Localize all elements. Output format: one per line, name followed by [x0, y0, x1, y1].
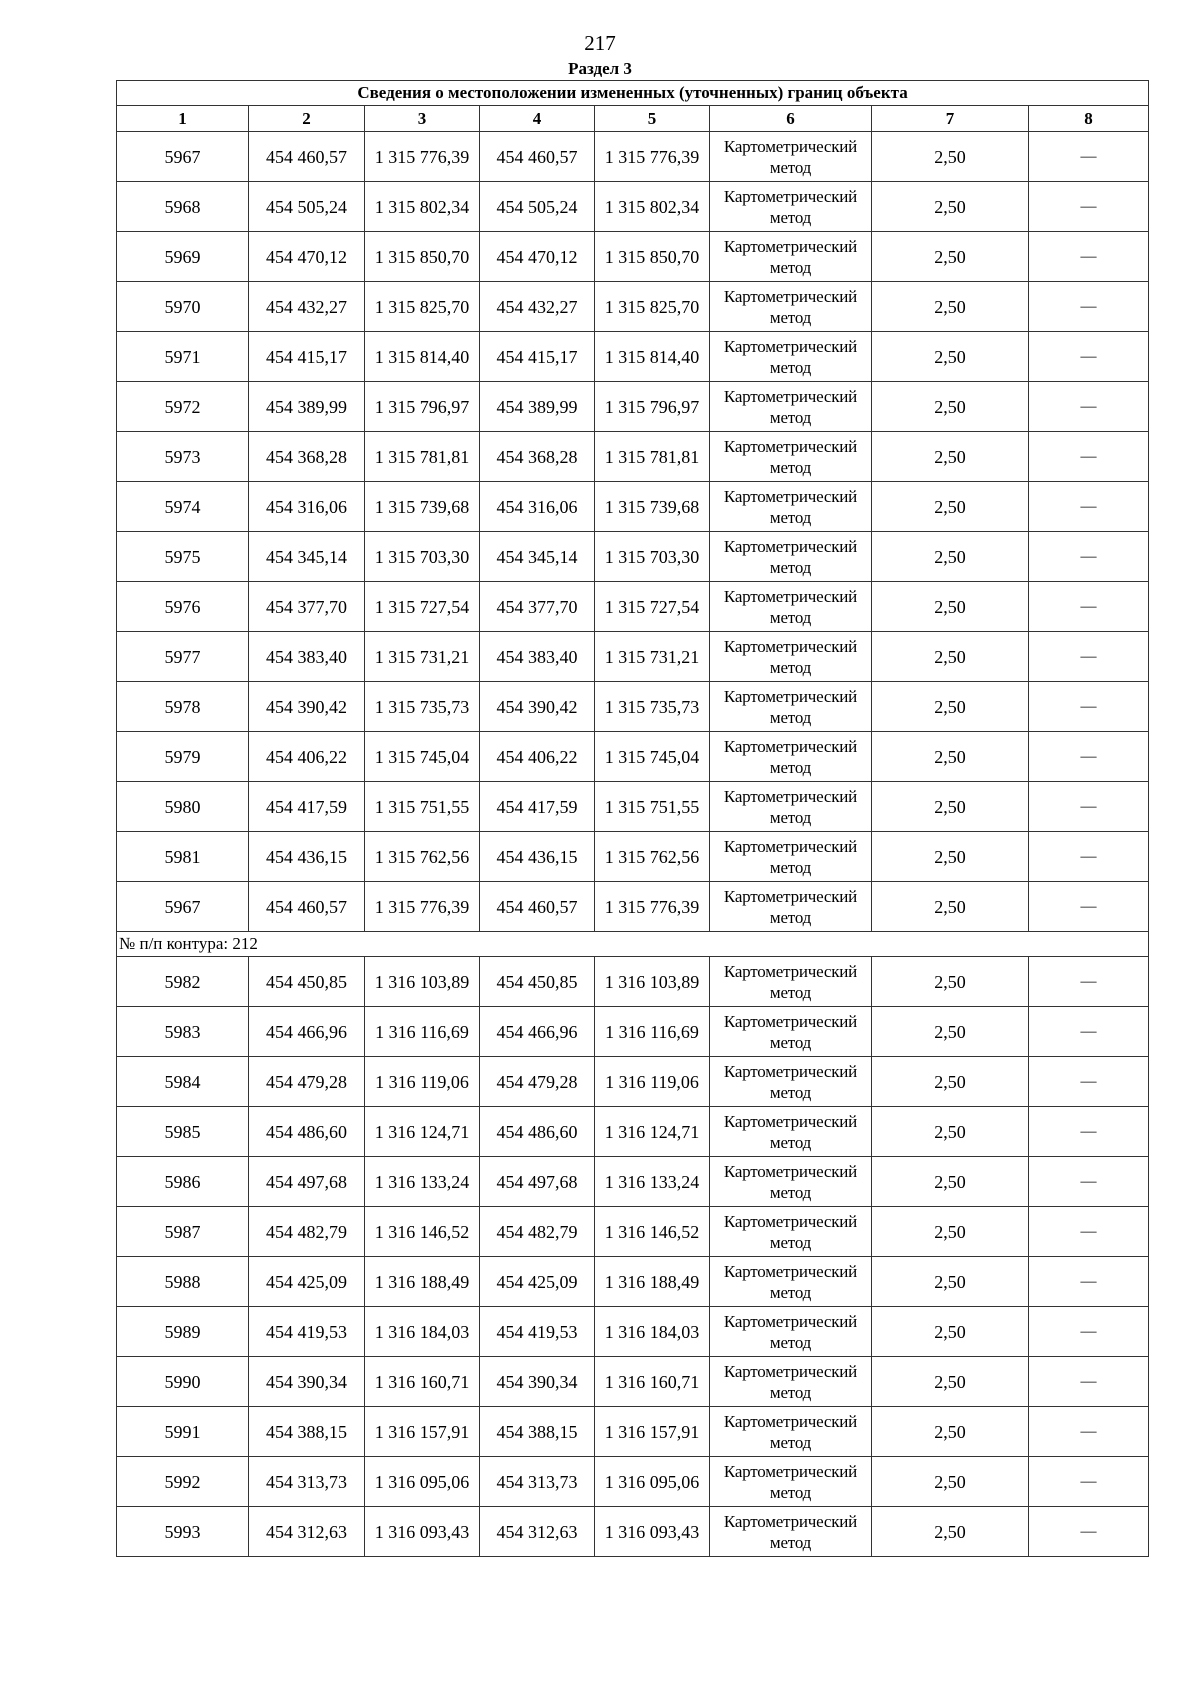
- description-cell: —: [1029, 957, 1149, 1007]
- y-old-cell: 1 316 103,89: [365, 957, 480, 1007]
- y-old-cell: 1 315 850,70: [365, 232, 480, 282]
- table-row: [117, 632, 1149, 682]
- accuracy-cell: 2,50: [872, 282, 1029, 332]
- description-cell: —: [1029, 482, 1149, 532]
- x-new-cell: 454 460,57: [480, 882, 595, 932]
- description-cell: —: [1029, 1357, 1149, 1407]
- table-row: [117, 1257, 1149, 1307]
- table-row: [117, 1457, 1149, 1507]
- method-cell: Картометрический метод: [710, 482, 872, 532]
- accuracy-cell: 2,50: [872, 1057, 1029, 1107]
- y-new-cell: 1 316 133,24: [595, 1157, 710, 1207]
- accuracy-cell: 2,50: [872, 732, 1029, 782]
- method-cell: Картометрический метод: [710, 1357, 872, 1407]
- y-old-cell: 1 315 751,55: [365, 782, 480, 832]
- accuracy-cell: 2,50: [872, 532, 1029, 582]
- y-old-cell: 1 315 762,56: [365, 832, 480, 882]
- point-number-cell: 5975: [117, 532, 249, 582]
- point-number-cell: 5968: [117, 182, 249, 232]
- column-header: 2: [249, 106, 365, 132]
- column-header: 4: [480, 106, 595, 132]
- x-new-cell: 454 450,85: [480, 957, 595, 1007]
- point-number-cell: 5971: [117, 332, 249, 382]
- point-number-cell: 5987: [117, 1207, 249, 1257]
- description-cell: —: [1029, 1207, 1149, 1257]
- point-number-cell: 5993: [117, 1507, 249, 1557]
- y-old-cell: 1 316 184,03: [365, 1307, 480, 1357]
- method-cell: Картометрический метод: [710, 632, 872, 682]
- y-old-cell: 1 315 781,81: [365, 432, 480, 482]
- x-new-cell: 454 383,40: [480, 632, 595, 682]
- description-cell: —: [1029, 532, 1149, 582]
- x-new-cell: 454 388,15: [480, 1407, 595, 1457]
- x-old-cell: 454 345,14: [249, 532, 365, 582]
- x-old-cell: 454 419,53: [249, 1307, 365, 1357]
- accuracy-cell: 2,50: [872, 632, 1029, 682]
- x-new-cell: 454 497,68: [480, 1157, 595, 1207]
- x-old-cell: 454 316,06: [249, 482, 365, 532]
- table-row: [117, 332, 1149, 382]
- table-row: [117, 1157, 1149, 1207]
- point-number-cell: 5970: [117, 282, 249, 332]
- x-new-cell: 454 415,17: [480, 332, 595, 382]
- x-old-cell: 454 505,24: [249, 182, 365, 232]
- y-new-cell: 1 315 727,54: [595, 582, 710, 632]
- y-old-cell: 1 315 745,04: [365, 732, 480, 782]
- table-row: [117, 1007, 1149, 1057]
- table-row: [117, 232, 1149, 282]
- point-number-cell: 5980: [117, 782, 249, 832]
- description-cell: —: [1029, 1307, 1149, 1357]
- column-header: 7: [872, 106, 1029, 132]
- y-old-cell: 1 316 116,69: [365, 1007, 480, 1057]
- table-row: [117, 432, 1149, 482]
- y-old-cell: 1 316 160,71: [365, 1357, 480, 1407]
- method-cell: Картометрический метод: [710, 1257, 872, 1307]
- x-new-cell: 454 486,60: [480, 1107, 595, 1157]
- point-number-cell: 5981: [117, 832, 249, 882]
- method-cell: Картометрический метод: [710, 732, 872, 782]
- x-old-cell: 454 497,68: [249, 1157, 365, 1207]
- y-old-cell: 1 315 703,30: [365, 532, 480, 582]
- y-new-cell: 1 315 703,30: [595, 532, 710, 582]
- y-new-cell: 1 316 119,06: [595, 1057, 710, 1107]
- accuracy-cell: 2,50: [872, 682, 1029, 732]
- x-new-cell: 454 390,34: [480, 1357, 595, 1407]
- accuracy-cell: 2,50: [872, 382, 1029, 432]
- x-new-cell: 454 505,24: [480, 182, 595, 232]
- x-new-cell: 454 419,53: [480, 1307, 595, 1357]
- y-new-cell: 1 315 825,70: [595, 282, 710, 332]
- x-new-cell: 454 460,57: [480, 132, 595, 182]
- accuracy-cell: 2,50: [872, 232, 1029, 282]
- y-old-cell: 1 316 124,71: [365, 1107, 480, 1157]
- x-old-cell: 454 313,73: [249, 1457, 365, 1507]
- x-old-cell: 454 417,59: [249, 782, 365, 832]
- accuracy-cell: 2,50: [872, 482, 1029, 532]
- method-cell: Картометрический метод: [710, 132, 872, 182]
- table-row: [117, 832, 1149, 882]
- x-old-cell: 454 312,63: [249, 1507, 365, 1557]
- accuracy-cell: 2,50: [872, 1457, 1029, 1507]
- x-old-cell: 454 470,12: [249, 232, 365, 282]
- y-new-cell: 1 315 796,97: [595, 382, 710, 432]
- method-cell: Картометрический метод: [710, 782, 872, 832]
- y-new-cell: 1 316 093,43: [595, 1507, 710, 1557]
- method-cell: Картометрический метод: [710, 957, 872, 1007]
- table-row: [117, 282, 1149, 332]
- method-cell: Картометрический метод: [710, 182, 872, 232]
- x-new-cell: 454 312,63: [480, 1507, 595, 1557]
- description-cell: —: [1029, 732, 1149, 782]
- y-new-cell: 1 316 116,69: [595, 1007, 710, 1057]
- accuracy-cell: 2,50: [872, 432, 1029, 482]
- method-cell: Картометрический метод: [710, 1457, 872, 1507]
- x-old-cell: 454 486,60: [249, 1107, 365, 1157]
- point-number-cell: 5982: [117, 957, 249, 1007]
- y-new-cell: 1 315 814,40: [595, 332, 710, 382]
- description-cell: —: [1029, 1157, 1149, 1207]
- description-cell: —: [1029, 682, 1149, 732]
- x-old-cell: 454 388,15: [249, 1407, 365, 1457]
- x-new-cell: 454 313,73: [480, 1457, 595, 1507]
- method-cell: Картометрический метод: [710, 282, 872, 332]
- x-old-cell: 454 460,57: [249, 132, 365, 182]
- accuracy-cell: 2,50: [872, 782, 1029, 832]
- method-cell: Картометрический метод: [710, 232, 872, 282]
- description-cell: —: [1029, 632, 1149, 682]
- table-body: [117, 132, 1149, 1557]
- table-row: [117, 1307, 1149, 1357]
- accuracy-cell: 2,50: [872, 1207, 1029, 1257]
- description-cell: —: [1029, 1407, 1149, 1457]
- y-new-cell: 1 316 146,52: [595, 1207, 710, 1257]
- table-row: [117, 482, 1149, 532]
- method-cell: Картометрический метод: [710, 1507, 872, 1557]
- x-new-cell: 454 406,22: [480, 732, 595, 782]
- accuracy-cell: 2,50: [872, 1357, 1029, 1407]
- accuracy-cell: 2,50: [872, 332, 1029, 382]
- y-new-cell: 1 316 103,89: [595, 957, 710, 1007]
- y-old-cell: 1 315 776,39: [365, 882, 480, 932]
- y-old-cell: 1 315 802,34: [365, 182, 480, 232]
- y-old-cell: 1 316 093,43: [365, 1507, 480, 1557]
- method-cell: Картометрический метод: [710, 332, 872, 382]
- accuracy-cell: 2,50: [872, 1007, 1029, 1057]
- point-number-cell: 5978: [117, 682, 249, 732]
- column-header: 3: [365, 106, 480, 132]
- x-old-cell: 454 390,34: [249, 1357, 365, 1407]
- y-new-cell: 1 316 157,91: [595, 1407, 710, 1457]
- accuracy-cell: 2,50: [872, 957, 1029, 1007]
- y-old-cell: 1 316 119,06: [365, 1057, 480, 1107]
- table-row: [117, 882, 1149, 932]
- method-cell: Картометрический метод: [710, 1207, 872, 1257]
- description-cell: —: [1029, 1457, 1149, 1507]
- y-new-cell: 1 315 751,55: [595, 782, 710, 832]
- method-cell: Картометрический метод: [710, 382, 872, 432]
- method-cell: Картометрический метод: [710, 1407, 872, 1457]
- method-cell: Картометрический метод: [710, 532, 872, 582]
- accuracy-cell: 2,50: [872, 1307, 1029, 1357]
- accuracy-cell: 2,50: [872, 882, 1029, 932]
- description-cell: —: [1029, 382, 1149, 432]
- section-title: Раздел 3: [568, 59, 632, 78]
- table-row: [117, 382, 1149, 432]
- x-new-cell: 454 345,14: [480, 532, 595, 582]
- point-number-cell: 5984: [117, 1057, 249, 1107]
- point-number-cell: 5977: [117, 632, 249, 682]
- point-number-cell: 5972: [117, 382, 249, 432]
- table-row: [117, 957, 1149, 1007]
- method-cell: Картометрический метод: [710, 432, 872, 482]
- x-old-cell: 454 425,09: [249, 1257, 365, 1307]
- column-header: 6: [710, 106, 872, 132]
- method-cell: Картометрический метод: [710, 882, 872, 932]
- x-new-cell: 454 368,28: [480, 432, 595, 482]
- x-old-cell: 454 406,22: [249, 732, 365, 782]
- table-row: [117, 1407, 1149, 1457]
- y-old-cell: 1 315 735,73: [365, 682, 480, 732]
- accuracy-cell: 2,50: [872, 1507, 1029, 1557]
- y-new-cell: 1 315 739,68: [595, 482, 710, 532]
- point-number-cell: 5967: [117, 132, 249, 182]
- x-old-cell: 454 482,79: [249, 1207, 365, 1257]
- description-cell: —: [1029, 132, 1149, 182]
- y-old-cell: 1 316 133,24: [365, 1157, 480, 1207]
- y-old-cell: 1 316 146,52: [365, 1207, 480, 1257]
- x-new-cell: 454 482,79: [480, 1207, 595, 1257]
- column-header: 1: [117, 106, 249, 132]
- y-old-cell: 1 315 814,40: [365, 332, 480, 382]
- point-number-cell: 5974: [117, 482, 249, 532]
- point-number-cell: 5976: [117, 582, 249, 632]
- x-new-cell: 454 389,99: [480, 382, 595, 432]
- y-new-cell: 1 315 735,73: [595, 682, 710, 732]
- x-old-cell: 454 460,57: [249, 882, 365, 932]
- description-cell: —: [1029, 182, 1149, 232]
- method-cell: Картометрический метод: [710, 1107, 872, 1157]
- x-old-cell: 454 436,15: [249, 832, 365, 882]
- y-new-cell: 1 315 745,04: [595, 732, 710, 782]
- x-new-cell: 454 470,12: [480, 232, 595, 282]
- x-old-cell: 454 466,96: [249, 1007, 365, 1057]
- accuracy-cell: 2,50: [872, 1107, 1029, 1157]
- column-header: 8: [1029, 106, 1149, 132]
- x-old-cell: 454 415,17: [249, 332, 365, 382]
- table-row: [117, 782, 1149, 832]
- description-cell: —: [1029, 432, 1149, 482]
- accuracy-cell: 2,50: [872, 1157, 1029, 1207]
- description-cell: —: [1029, 582, 1149, 632]
- page-number: 217: [584, 31, 616, 55]
- y-old-cell: 1 315 796,97: [365, 382, 480, 432]
- table-row: [117, 132, 1149, 182]
- description-cell: —: [1029, 1107, 1149, 1157]
- x-new-cell: 454 466,96: [480, 1007, 595, 1057]
- point-number-cell: 5986: [117, 1157, 249, 1207]
- table-row: [117, 682, 1149, 732]
- description-cell: —: [1029, 882, 1149, 932]
- accuracy-cell: 2,50: [872, 582, 1029, 632]
- x-old-cell: 454 479,28: [249, 1057, 365, 1107]
- point-number-cell: 5991: [117, 1407, 249, 1457]
- y-new-cell: 1 315 781,81: [595, 432, 710, 482]
- y-new-cell: 1 315 762,56: [595, 832, 710, 882]
- x-old-cell: 454 450,85: [249, 957, 365, 1007]
- x-new-cell: 454 417,59: [480, 782, 595, 832]
- method-cell: Картометрический метод: [710, 1057, 872, 1107]
- y-new-cell: 1 315 776,39: [595, 882, 710, 932]
- point-number-cell: 5992: [117, 1457, 249, 1507]
- point-number-cell: 5989: [117, 1307, 249, 1357]
- method-cell: Картометрический метод: [710, 832, 872, 882]
- method-cell: Картометрический метод: [710, 1007, 872, 1057]
- y-new-cell: 1 316 124,71: [595, 1107, 710, 1157]
- table-row: [117, 1107, 1149, 1157]
- description-cell: —: [1029, 332, 1149, 382]
- x-old-cell: 454 377,70: [249, 582, 365, 632]
- y-old-cell: 1 315 739,68: [365, 482, 480, 532]
- y-old-cell: 1 315 727,54: [365, 582, 480, 632]
- table-row: [117, 1357, 1149, 1407]
- point-number-cell: 5969: [117, 232, 249, 282]
- x-new-cell: 454 432,27: [480, 282, 595, 332]
- y-new-cell: 1 316 184,03: [595, 1307, 710, 1357]
- y-new-cell: 1 316 095,06: [595, 1457, 710, 1507]
- table-row: [117, 1207, 1149, 1257]
- table-row: [117, 732, 1149, 782]
- table-caption-row: [117, 81, 1149, 106]
- y-old-cell: 1 316 188,49: [365, 1257, 480, 1307]
- description-cell: —: [1029, 232, 1149, 282]
- x-old-cell: 454 390,42: [249, 682, 365, 732]
- description-cell: —: [1029, 1507, 1149, 1557]
- description-cell: —: [1029, 1057, 1149, 1107]
- column-header-row: [117, 106, 1149, 132]
- description-cell: —: [1029, 1257, 1149, 1307]
- y-old-cell: 1 315 776,39: [365, 132, 480, 182]
- point-number-cell: 5979: [117, 732, 249, 782]
- x-new-cell: 454 436,15: [480, 832, 595, 882]
- method-cell: Картометрический метод: [710, 582, 872, 632]
- x-new-cell: 454 479,28: [480, 1057, 595, 1107]
- point-number-cell: 5967: [117, 882, 249, 932]
- accuracy-cell: 2,50: [872, 182, 1029, 232]
- accuracy-cell: 2,50: [872, 1407, 1029, 1457]
- y-new-cell: 1 316 188,49: [595, 1257, 710, 1307]
- table-row: [117, 1507, 1149, 1557]
- contour-label-row: [117, 932, 1149, 957]
- method-cell: Картометрический метод: [710, 1307, 872, 1357]
- column-header: 5: [595, 106, 710, 132]
- table-row: [117, 582, 1149, 632]
- x-old-cell: 454 432,27: [249, 282, 365, 332]
- contour-label: № п/п контура: 212: [117, 932, 1149, 957]
- x-new-cell: 454 316,06: [480, 482, 595, 532]
- y-new-cell: 1 316 160,71: [595, 1357, 710, 1407]
- point-number-cell: 5983: [117, 1007, 249, 1057]
- y-new-cell: 1 315 802,34: [595, 182, 710, 232]
- x-old-cell: 454 389,99: [249, 382, 365, 432]
- table-row: [117, 182, 1149, 232]
- y-old-cell: 1 316 095,06: [365, 1457, 480, 1507]
- point-number-cell: 5973: [117, 432, 249, 482]
- point-number-cell: 5985: [117, 1107, 249, 1157]
- y-new-cell: 1 315 850,70: [595, 232, 710, 282]
- y-old-cell: 1 316 157,91: [365, 1407, 480, 1457]
- table-caption: Сведения о местоположении измененных (уточненных) границ объекта: [117, 81, 1149, 106]
- y-new-cell: 1 315 776,39: [595, 132, 710, 182]
- x-old-cell: 454 368,28: [249, 432, 365, 482]
- description-cell: —: [1029, 1007, 1149, 1057]
- description-cell: —: [1029, 782, 1149, 832]
- method-cell: Картометрический метод: [710, 682, 872, 732]
- y-new-cell: 1 315 731,21: [595, 632, 710, 682]
- method-cell: Картометрический метод: [710, 1157, 872, 1207]
- x-new-cell: 454 425,09: [480, 1257, 595, 1307]
- description-cell: —: [1029, 282, 1149, 332]
- description-cell: —: [1029, 832, 1149, 882]
- accuracy-cell: 2,50: [872, 1257, 1029, 1307]
- accuracy-cell: 2,50: [872, 832, 1029, 882]
- x-new-cell: 454 390,42: [480, 682, 595, 732]
- table-row: [117, 1057, 1149, 1107]
- y-old-cell: 1 315 731,21: [365, 632, 480, 682]
- point-number-cell: 5990: [117, 1357, 249, 1407]
- x-new-cell: 454 377,70: [480, 582, 595, 632]
- accuracy-cell: 2,50: [872, 132, 1029, 182]
- table-row: [117, 532, 1149, 582]
- x-old-cell: 454 383,40: [249, 632, 365, 682]
- point-number-cell: 5988: [117, 1257, 249, 1307]
- boundary-table: [116, 80, 1149, 1557]
- y-old-cell: 1 315 825,70: [365, 282, 480, 332]
